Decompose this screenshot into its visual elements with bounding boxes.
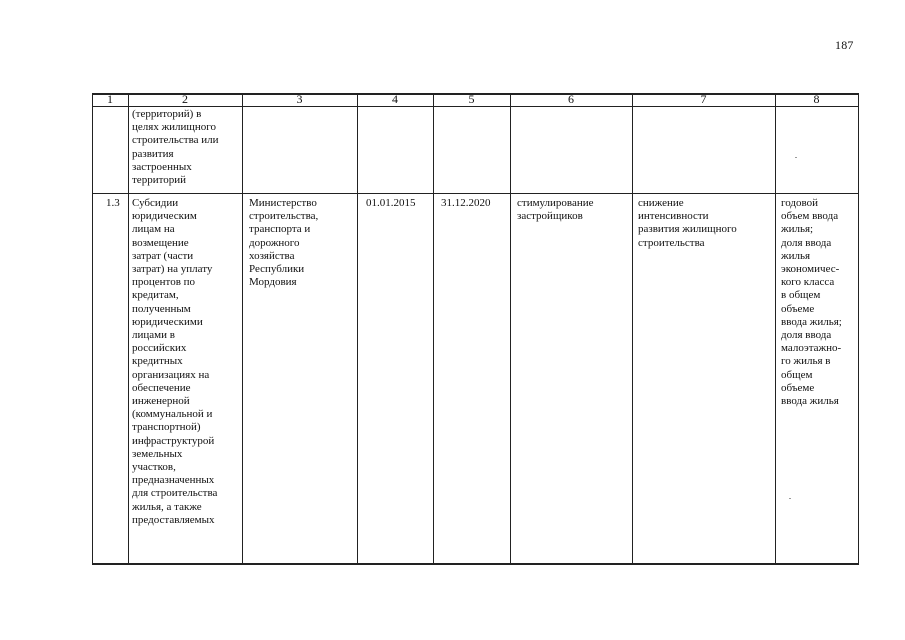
measure-description: Субсидии юридическим лицам на возмещение затрат (части затрат) на уплату процентов по кредитам, полученным юридическими лицами в российских кредитных организациях на обеспечение инженерной (коммунальной и транспортной) инфраструктурой земельных участков, предназначенных для строительства жилья, а также предоставляемых — [132, 197, 218, 526]
column-border — [858, 93, 859, 564]
header-bottom-border — [92, 106, 859, 107]
row-separator — [92, 193, 859, 194]
continued-description: (территорий) в целях жилищного строительства или развития застроенных территорий — [132, 108, 219, 187]
column-border — [510, 93, 511, 564]
column-border — [92, 93, 93, 564]
start-date: 01.01.2015 — [366, 197, 416, 209]
column-border — [433, 93, 434, 564]
end-date: 31.12.2020 — [441, 197, 491, 209]
header-col-7: 7 — [700, 92, 707, 106]
consequences: снижение интенсивности развития жилищного строительства — [638, 197, 737, 249]
data-table — [92, 93, 859, 564]
header-col-8: 8 — [813, 92, 820, 106]
table-bottom-border — [92, 563, 859, 565]
column-border — [128, 93, 129, 564]
header-col-4: 4 — [392, 92, 398, 106]
header-col-2: 2 — [182, 92, 188, 106]
header-col-5: 5 — [468, 92, 475, 106]
column-border — [357, 93, 358, 564]
header-col-3: 3 — [296, 92, 303, 106]
page-number: 187 — [835, 38, 854, 52]
expected-result: стимулирование застройщиков — [517, 197, 594, 223]
scan-speck — [789, 498, 791, 499]
indicators: годовой объем ввода жилья; доля ввода жилья экономичес- кого класса в общем объеме ввода жилья; доля ввода малоэтажно- го жилья в общем объеме ввода жилья — [781, 197, 842, 408]
header-col-1: 1 — [107, 92, 113, 106]
row-number: 1.3 — [106, 197, 120, 209]
column-border — [632, 93, 633, 564]
responsible-executor: Министерство строительства, транспорта и дорожного хозяйства Республики Мордовия — [249, 197, 319, 289]
column-border — [775, 93, 776, 564]
column-border — [242, 93, 243, 564]
header-col-6: 6 — [568, 92, 574, 106]
scan-speck — [795, 157, 797, 158]
